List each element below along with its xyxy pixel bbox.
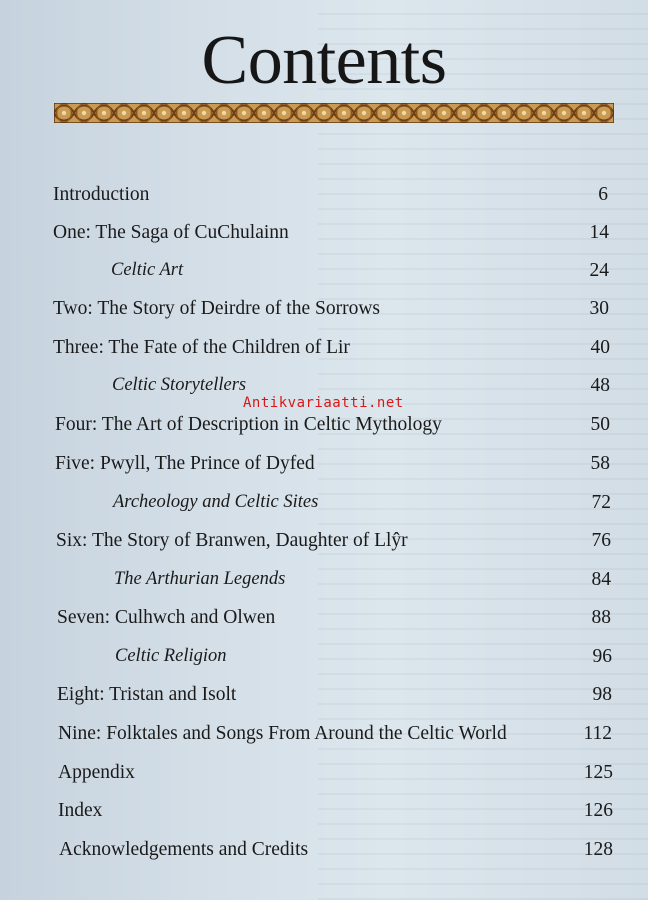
toc-page-number: 125 <box>583 762 613 783</box>
toc-page-number: 6 <box>598 184 608 205</box>
toc-page-number: 88 <box>591 607 611 628</box>
toc-entry-title: Seven: Culhwch and Olwen <box>57 607 276 628</box>
toc-chapter-entry <box>0 414 648 444</box>
toc-page-number: 48 <box>590 375 610 396</box>
toc-chapter-entry <box>0 684 648 714</box>
toc-feature-entry <box>0 569 648 599</box>
page-title: Contents <box>201 22 447 99</box>
toc-chapter-entry <box>0 184 648 214</box>
toc-feature-entry <box>0 260 648 290</box>
toc-page-number: 24 <box>589 260 609 281</box>
toc-page-number: 58 <box>590 453 610 474</box>
toc-entry-title: Nine: Folktales and Songs From Around the Celtic World <box>58 723 507 744</box>
toc-entry-title: Five: Pwyll, The Prince of Dyfed <box>55 453 315 474</box>
toc-chapter-entry <box>0 530 648 560</box>
toc-page-number: 30 <box>589 298 609 319</box>
toc-page-number: 126 <box>583 800 613 821</box>
toc-page-number: 40 <box>590 337 610 358</box>
toc-entry-title: Index <box>58 800 103 821</box>
toc-entry-title: Celtic Religion <box>115 646 227 666</box>
toc-entry-title: Introduction <box>53 184 150 205</box>
toc-entry-title: The Arthurian Legends <box>114 569 286 589</box>
toc-page-number: 50 <box>590 414 610 435</box>
toc-chapter-entry <box>0 800 648 830</box>
toc-chapter-entry <box>0 298 648 328</box>
toc-page-number: 76 <box>591 530 611 551</box>
toc-chapter-entry <box>0 839 648 869</box>
toc-page-number: 96 <box>592 646 612 667</box>
toc-entry-title: Four: The Art of Description in Celtic Mythology <box>55 414 442 435</box>
toc-entry-title: Eight: Tristan and Isolt <box>57 684 237 705</box>
toc-entry-title: Celtic Storytellers <box>112 375 247 395</box>
toc-entry-title: Two: The Story of Deirdre of the Sorrows <box>53 298 381 319</box>
toc-page-number: 14 <box>589 222 609 243</box>
toc-page-number: 112 <box>583 723 612 744</box>
watermark: Antikvariaatti.net <box>243 395 404 411</box>
toc-entry-title: Appendix <box>58 762 135 783</box>
toc-entry-title: Three: The Fate of the Children of Lir <box>53 337 350 358</box>
toc-entry-title: Archeology and Celtic Sites <box>113 492 319 512</box>
toc-chapter-entry <box>0 222 648 252</box>
toc-page-number: 72 <box>591 492 611 513</box>
toc-chapter-entry <box>0 453 648 483</box>
toc-entry-title: Celtic Art <box>111 260 184 280</box>
toc-feature-entry <box>0 646 648 676</box>
toc-page-number: 128 <box>583 839 613 860</box>
toc-chapter-entry <box>0 607 648 637</box>
toc-chapter-entry <box>0 337 648 367</box>
toc-entry-title: One: The Saga of CuChulainn <box>53 222 289 243</box>
toc-entry-title: Acknowledgements and Credits <box>59 839 309 860</box>
toc-feature-entry <box>0 492 648 522</box>
toc-chapter-entry <box>0 762 648 792</box>
toc-page-number: 84 <box>591 569 611 590</box>
toc-chapter-entry <box>0 723 648 753</box>
toc-entry-title: Six: The Story of Branwen, Daughter of Llŷr <box>56 530 408 551</box>
toc-page-number: 98 <box>592 684 612 705</box>
